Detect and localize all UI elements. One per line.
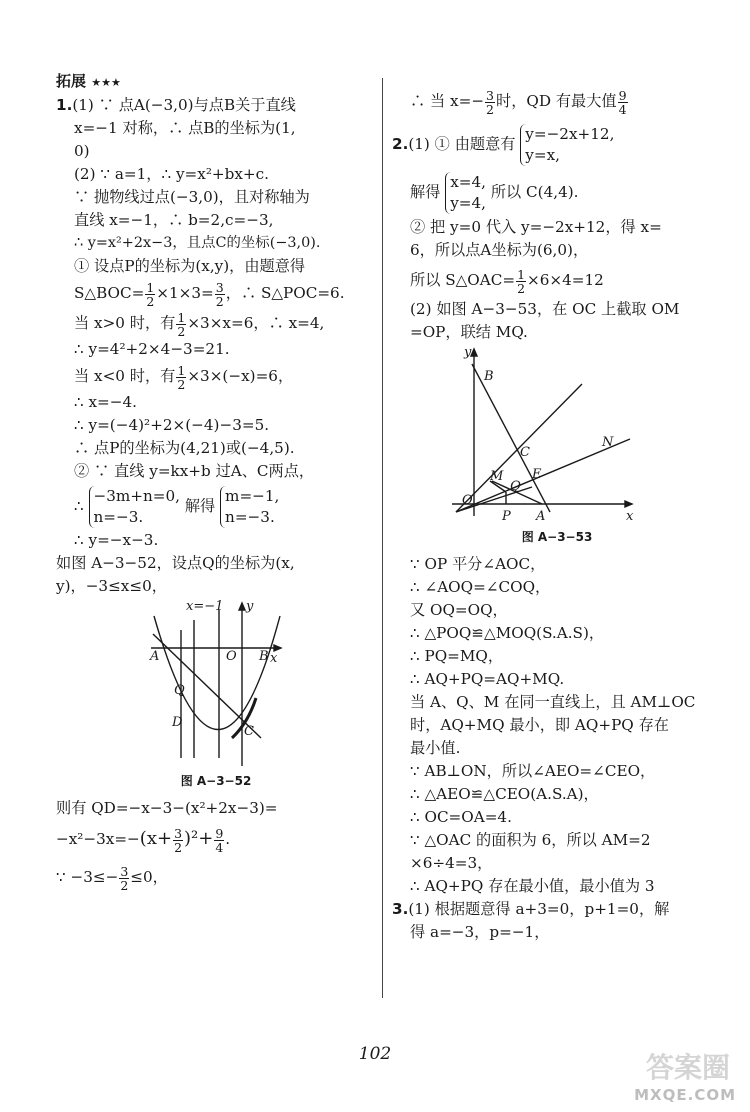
numerator: 1	[177, 362, 186, 378]
equation: n=−3.	[225, 508, 275, 526]
numerator: 3	[486, 87, 494, 103]
line: ∵ AB⊥ON，所以∠AEO=∠CEO，	[410, 762, 656, 780]
label-c: C	[520, 445, 530, 460]
label-a: A	[150, 649, 160, 664]
label-d: D	[172, 715, 183, 730]
equation: −3m+n=0,	[93, 487, 181, 505]
numerator: 3	[174, 825, 183, 841]
label-p: P	[502, 509, 511, 524]
line	[56, 858, 376, 896]
text: ∴ 当 x=−	[410, 92, 485, 110]
numerator: 1	[177, 309, 186, 325]
line	[56, 308, 376, 338]
text: ×3×x=6，∴ x=4,	[187, 314, 325, 332]
figure-caption: 图 A−3−52	[180, 774, 252, 788]
label-e: E	[532, 467, 542, 482]
label-x: x	[626, 509, 634, 524]
line: (2) ∵ a=1，∴ y=x²+bx+c.	[74, 165, 269, 183]
line	[392, 168, 722, 216]
numerator: 1	[146, 279, 155, 295]
label-b: B	[259, 649, 269, 664]
line: ∴ PQ=MQ，	[410, 647, 504, 665]
label-q: Q	[510, 479, 521, 494]
label-y: y	[464, 345, 472, 360]
line: =OP，联结 MQ.	[410, 323, 528, 341]
fraction	[119, 865, 129, 892]
equation: n=−3.	[93, 508, 144, 526]
page-number: 102	[358, 1044, 392, 1064]
fraction	[516, 268, 526, 295]
label-c: C	[244, 724, 254, 739]
section-title	[56, 70, 376, 94]
line: ∴ △AEO≌△CEO(A.S.A)，	[410, 785, 599, 803]
equation: x=4,	[450, 173, 486, 191]
problem-number: 1.	[56, 96, 73, 114]
numerator: 1	[517, 266, 526, 282]
line: 则有 QD=−x−3−(x²+2x−3)=	[56, 799, 278, 817]
text: 当 x<0 时，有	[74, 367, 176, 385]
denominator: 2	[486, 101, 494, 117]
stars-icon: ★★★	[91, 76, 121, 89]
figure-caption: 图 A−3−53	[521, 530, 593, 544]
line: ∵ △OAC 的面积为 6，所以 AM=2	[410, 831, 651, 849]
text: )²+	[184, 828, 214, 849]
line: 最小值.	[410, 739, 461, 757]
denominator: 2	[177, 376, 186, 392]
line: ∴ y=(−4)²+2×(−4)−3=5.	[74, 416, 270, 434]
text: 所以 C(4,4).	[490, 183, 579, 201]
line: ∴ y=4²+2×4−3=21.	[74, 340, 230, 358]
line-ac	[153, 634, 261, 738]
label-b: B	[484, 369, 494, 384]
label-m: M	[490, 469, 504, 484]
denominator: 4	[618, 101, 627, 117]
label-o: O	[462, 493, 473, 508]
label-y: y	[246, 599, 254, 614]
line: ∵ 抛物线过点(−3,0)，且对称轴为	[74, 188, 310, 206]
fraction	[618, 89, 628, 116]
line: (2) 如图 A−3−53，在 OC 上截取 OM	[410, 300, 680, 318]
fraction	[214, 827, 224, 854]
line: ∴ OC=OA=4.	[410, 808, 512, 826]
line: 如图 A−3−52，设点Q的坐标为(x,	[56, 554, 295, 572]
line: y)，−3≤x≤0，	[56, 577, 167, 595]
line: ∴ x=−4.	[74, 393, 137, 411]
equation: y=x,	[525, 146, 560, 164]
line	[56, 278, 376, 308]
line: ∴ ∠AOQ=∠COQ，	[410, 578, 551, 596]
label-o: O	[226, 649, 237, 664]
text: (1) ∵ 点A(−3,0)与点B关于直线	[72, 96, 296, 114]
text: ×6×4=12	[527, 271, 604, 289]
equation-system	[220, 486, 279, 528]
problem-number: 3.	[392, 900, 409, 918]
fraction	[176, 311, 186, 338]
line: 0)	[74, 142, 90, 160]
figure-a-3-53	[392, 344, 722, 524]
label-q: Q	[174, 683, 185, 698]
line	[392, 82, 722, 120]
line	[56, 361, 376, 391]
equation-system	[520, 124, 614, 166]
text: 时，QD 有最大值	[496, 92, 617, 110]
line: ② 把 y=0 代入 y=−2x+12，得 x=	[410, 218, 662, 236]
line	[392, 898, 722, 921]
y-axis-arrow	[471, 349, 477, 356]
line: ② ∵ 直线 y=kx+b 过A、C两点，	[74, 462, 315, 480]
watermark-logo	[606, 1046, 736, 1104]
line: 时，AQ+MQ 最小，即 AQ+PQ 存在	[410, 716, 669, 734]
line: 直线 x=−1，∴ b=2,c=−3,	[74, 211, 274, 229]
text: −x²−3x=−	[56, 830, 140, 848]
fraction	[176, 364, 186, 391]
denominator: 2	[120, 877, 129, 893]
denominator: 4	[215, 839, 224, 855]
line: 又 OQ=OQ，	[410, 601, 508, 619]
numerator: 3	[120, 863, 129, 879]
left-column	[56, 70, 376, 896]
watermark-site: MXQE.COM	[634, 1086, 736, 1104]
equation-system	[89, 486, 181, 528]
text: ×3×(−x)=6，	[187, 367, 294, 385]
right-column	[392, 82, 722, 944]
line: ∴ y=−x−3.	[74, 531, 159, 549]
label-n: N	[602, 435, 614, 450]
fraction	[145, 281, 155, 308]
text: ∴	[74, 497, 84, 515]
fraction	[173, 827, 183, 854]
denominator: 2	[146, 293, 155, 309]
line	[392, 120, 722, 168]
line: ∴ AQ+PQ=AQ+MQ.	[410, 670, 565, 688]
column-divider	[382, 78, 383, 998]
figure-a-3-52	[56, 598, 376, 768]
line	[56, 94, 376, 117]
text: (1) 根据题意得 a+3=0，p+1=0，解	[408, 900, 670, 918]
line	[392, 262, 722, 298]
line: ∴ AQ+PQ 存在最小值，最小值为 3	[410, 877, 655, 895]
line: 6，所以点A坐标为(6,0)，	[410, 241, 589, 259]
equation: y=−2x+12,	[525, 125, 615, 143]
text: 解得	[184, 497, 216, 515]
text: 所以 S△OAC=	[410, 271, 516, 289]
y-axis-arrow	[239, 603, 245, 610]
text: ∵ −3≤−	[56, 868, 119, 886]
text: .	[225, 830, 231, 848]
watermark-glyphs: 答案圈	[645, 1051, 730, 1084]
line: ∴ △POQ≌△MOQ(S.A.S)，	[410, 624, 605, 642]
denominator: 2	[174, 839, 183, 855]
fraction	[485, 89, 495, 116]
denominator: 2	[177, 323, 186, 339]
label-x: x	[270, 651, 278, 666]
denominator: 2	[215, 293, 224, 309]
numerator: 3	[215, 279, 224, 295]
line: 得 a=−3，p=−1，	[410, 923, 550, 941]
line: ① 设点P的坐标为(x,y)，由题意得	[74, 257, 306, 275]
line: ∵ OP 平分∠AOC，	[410, 555, 546, 573]
text: ≤0，	[130, 868, 168, 886]
line: ∴ y=x²+2x−3，且点C的坐标(−3,0).	[74, 235, 321, 251]
problem-number: 2.	[392, 135, 409, 153]
line: ∴ 点P的坐标为(4,21)或(−4,5).	[74, 439, 295, 457]
label-a: A	[536, 509, 546, 524]
x-axis-arrow	[625, 501, 632, 507]
numerator: 9	[215, 825, 224, 841]
section-title-text: 拓展	[56, 72, 87, 90]
equation: y=4,	[450, 194, 486, 212]
equation-system	[445, 172, 486, 214]
line: 当 A、Q、M 在同一直线上，且 AM⊥OC	[410, 693, 696, 711]
text: S△BOC=	[74, 284, 145, 302]
numerator: 9	[618, 87, 627, 103]
text: ，∴ S△POC=6.	[225, 284, 345, 302]
line	[56, 820, 376, 858]
text: 当 x>0 时，有	[74, 314, 176, 332]
parabola	[154, 616, 280, 730]
label-x-eq: x=−1	[186, 599, 224, 614]
fraction	[215, 281, 225, 308]
line	[56, 483, 376, 529]
text: (1) ① 由题意有	[408, 135, 516, 153]
line: ×6÷4=3，	[410, 854, 493, 872]
text: (x+	[139, 828, 173, 849]
text: ×1×3=	[156, 284, 214, 302]
line: x=−1 对称，∴ 点B的坐标为(1,	[74, 119, 296, 137]
denominator: 2	[517, 280, 526, 296]
text: 解得	[410, 183, 441, 201]
equation: m=−1,	[225, 487, 280, 505]
